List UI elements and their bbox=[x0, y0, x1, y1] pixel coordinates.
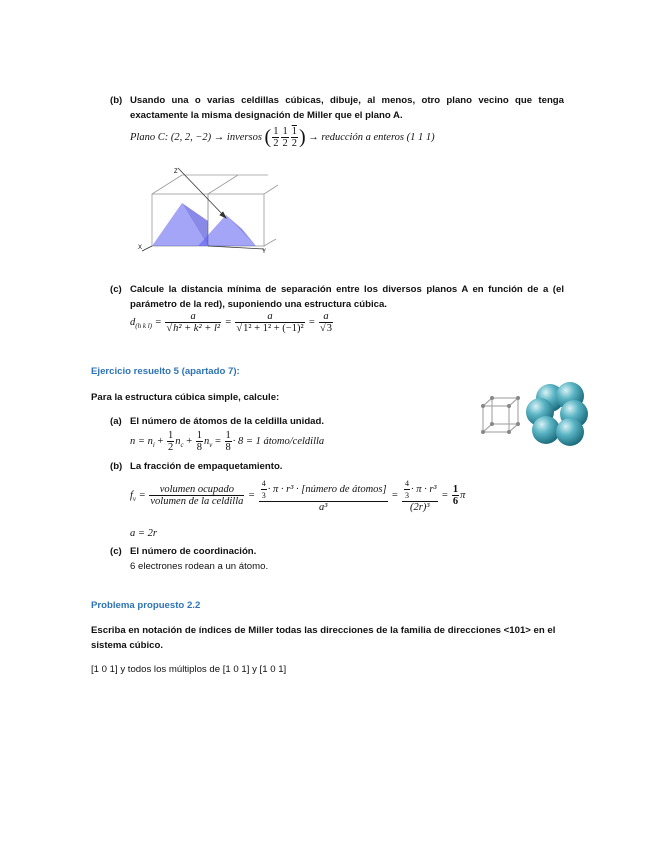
answer-dir-2: [1 0 1] bbox=[222, 664, 250, 675]
ex5-a-equation: $n = n_i$ + $\frac{1}{2}$ $n_c$ + $\frac{1}{8}$ $n_v$ = $\frac{1}{8}$ · 8 = 1 átomo/celdilla bbox=[130, 430, 325, 453]
ex5-b-text: La fracción de empaquetamiento. bbox=[130, 461, 283, 472]
ex5-b-equation: $f_v$ = $\frac{\text{volumen ocupado}}{\text{volumen de la celdilla}}$ = $\frac{4}{3}$ · π · r³ · [número de átomos] a³ = $\frac{4}{3}$ · π · r³ (2r)³ = $\frac{1}{6}$ π bbox=[130, 479, 466, 513]
part-c-text: Calcule la distancia mínima de separación entre los diversos planos A en función de a (el parámetro de la red), suponiendo una estructura cúbica. bbox=[130, 284, 564, 310]
ex5-a-text: El número de átomos de la celdilla unidad. bbox=[130, 416, 325, 427]
y-axis bbox=[208, 246, 264, 249]
exercise5-intro: Para la estructura cúbica simple, calcule: bbox=[91, 392, 280, 403]
part-c-equation: $d_{(h k l)}$ = $\frac{a}{\text{√h² + k² + l²}}$ = $\frac{a}{\text{√1² + 1² + (−1)²}}$ = $\frac{a}{√3}$ bbox=[130, 311, 332, 334]
answer-dir-1: [1 0 1] bbox=[91, 664, 118, 675]
x-axis-label: X bbox=[138, 245, 143, 251]
ex5-a-label: (a) bbox=[110, 416, 122, 427]
ex5-b-label: (b) bbox=[110, 461, 123, 472]
ex5-c-text: El número de coordinación. bbox=[130, 546, 257, 557]
part-b-text: Usando una o varias celdillas cúbicas, dibuje, al menos, otro plano vecino que tenga exactamente la misma designación de Miller que el plano A. bbox=[130, 95, 564, 121]
ex5-c-answer: 6 electrones rodean a un átomo. bbox=[130, 561, 269, 572]
answer-dir-3: [1 0 1] bbox=[259, 664, 287, 675]
part-b-equation: Plano C: (2, 2, −2) → inversos ( $\frac{1}{2}$ $\frac{1}{2}$ $\frac{1}{2}$ ) → reducción a enteros (1 1 1) bbox=[130, 126, 435, 149]
eq-prefix: Plano C: (2, 2, −2) → inversos bbox=[130, 131, 262, 143]
atom-spheres-icon bbox=[524, 380, 592, 448]
answer-mid: y todos los múltiplos de bbox=[117, 664, 223, 675]
answer-and: y bbox=[249, 664, 260, 675]
miller-planes-diagram bbox=[138, 163, 278, 255]
exercise5-title: Ejercicio resuelto 5 (apartado 7): bbox=[91, 366, 240, 377]
part-b-label: (b) bbox=[110, 95, 123, 106]
problem22-text: Escriba en notación de índices de Miller todas las direcciones de la familia de direcciones <101> en el sistema cúbico. bbox=[91, 625, 556, 651]
ex5-b-a-equation: a = 2r bbox=[130, 528, 157, 539]
part-c-label: (c) bbox=[110, 284, 122, 295]
problem22-answer bbox=[91, 662, 286, 677]
problem22-title: Problema propuesto 2.2 bbox=[91, 600, 201, 611]
ex5-c-label: (c) bbox=[110, 546, 122, 557]
z-axis-label: Z bbox=[174, 169, 178, 175]
eq-suffix: → reducción a enteros (1 1 1) bbox=[308, 131, 435, 143]
y-axis-label: Y bbox=[262, 249, 267, 255]
x-axis bbox=[142, 246, 152, 251]
simple-cubic-cell-icon bbox=[478, 394, 522, 438]
